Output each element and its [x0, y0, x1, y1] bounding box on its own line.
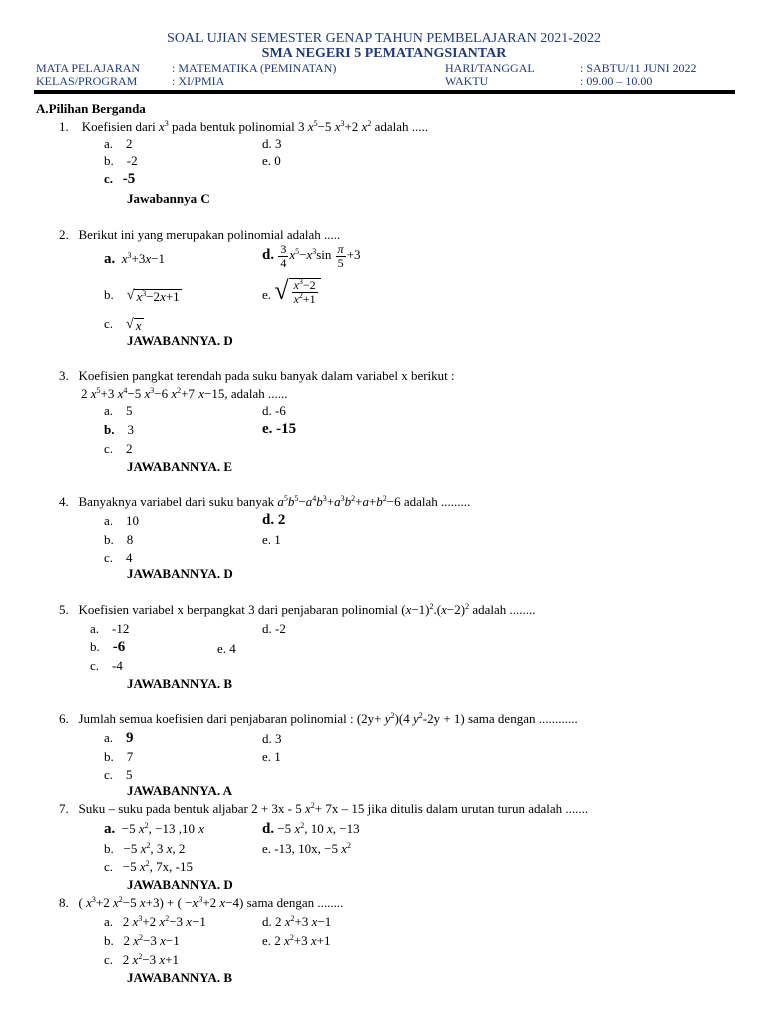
q8-option-e: e. 2 $x^2+3$ x+1: [262, 933, 331, 948]
q4-option-b: b. 8: [104, 532, 134, 547]
q7-option-c: c. −5 $x^2$, 7x, -15: [104, 859, 193, 874]
q2-option-a: a. $x^3+3x-1$: [104, 251, 165, 267]
q5-option-e: e. 4: [217, 641, 236, 656]
q3-option-d: d. -6: [262, 403, 286, 418]
question-2: 2. Berikut ini yang merupakan polinomial adalah .....: [59, 227, 341, 242]
q3-option-a: a. 5: [104, 403, 133, 418]
q7-option-d: d. −5 $x^2$, 10 x, −13: [262, 821, 360, 837]
q7-answer: JAWABANNYA. D: [127, 877, 233, 892]
day-date-label: HARI/TANGGAL: [445, 61, 535, 75]
q2-answer: JAWABANNYA. D: [127, 333, 233, 348]
exam-title: SOAL UJIAN SEMESTER GENAP TAHUN PEMBELAJARAN 2021-2022: [167, 31, 601, 46]
subject-label: MATA PELAJARAN: [36, 61, 141, 75]
q4-option-c: c. 4: [104, 550, 133, 565]
question-number: 1.: [59, 119, 69, 134]
question-4: 4. Banyaknya variabel dari suku banyak $a^5b^5-a^4b^3+a^3b^2+a+b^2-6$ adalah .........: [59, 494, 471, 509]
time-label: WAKTU: [445, 74, 489, 88]
time-value: : 09.00 – 10.00: [580, 74, 653, 88]
q1-option-e: e. 0: [262, 153, 281, 168]
q4-option-d: d. 2: [262, 512, 286, 528]
q7-option-e: e. -13, 10x, −5 $x^2$: [262, 841, 351, 856]
q1-answer: Jawabannya C: [127, 191, 210, 206]
q3-option-b: b. 3: [104, 422, 134, 437]
header-divider: [34, 90, 735, 94]
question-5: 5. Koefisien variabel x berpangkat 3 dari penjabaran polinomial $(x-1)^2.(x-2)^2$ adalah ........: [59, 602, 536, 617]
q6-answer: JAWABANNYA. A: [127, 783, 232, 798]
q4-option-a: a. 10: [104, 513, 140, 528]
q8-option-a: a. 2 $x^3+2$ $x^2-3$ x−1: [104, 914, 206, 929]
q1-option-c: c. -5: [104, 171, 136, 187]
q5-option-d: d. -2: [262, 621, 286, 636]
q6-option-c: c. 5: [104, 767, 133, 782]
question-8: 8. ( $x^3+2$ $x^2-5$ x+3) + ( $-x^3+2$ x−4) sama dengan ........: [59, 895, 344, 910]
q3-option-c: c. 2: [104, 441, 133, 456]
q6-option-a: a. 9: [104, 730, 134, 746]
q8-answer: JAWABANNYA. B: [127, 970, 232, 985]
q1-option-b: b. -2: [104, 153, 138, 168]
q8-option-d: d. 2 $x^2+3$ x−1: [262, 914, 332, 929]
class-value: : XI/PMIA: [172, 74, 225, 88]
q3-option-e: e. -15: [262, 421, 297, 437]
q2-option-e: e. √ $\frac{x^3-2}{x^2+1}$: [262, 278, 321, 305]
q2-option-d: d. $\frac{3}{4}$ $x^5-x^3\sin$ $\frac{\pi}{5}$ +3: [262, 242, 361, 270]
q5-answer: JAWABANNYA. B: [127, 676, 232, 691]
question-1: 1. Koefisien dari $x^3$ pada bentuk polinomial 3 $x^5-5$ $x^3+2$ $x^2$ adalah .....: [59, 119, 429, 134]
q7-option-a: a. −5 $x^2$, −13 ,10 x: [104, 821, 204, 837]
q8-option-c: c. 2 $x^2-3$ x+1: [104, 952, 180, 967]
school-name: SMA NEGERI 5 PEMATANGSIANTAR: [261, 46, 507, 61]
q5-option-b: b. -6: [90, 639, 126, 655]
q6-option-b: b. 7: [104, 749, 134, 764]
question-6: 6. Jumlah semua koefisien dari penjabaran polinomial : $(2y+ y^2)(4$ $y^2-2y + 1$) sama dengan ............: [59, 711, 578, 726]
q2-option-c: c. √ x: [104, 316, 142, 333]
question-3: 3. Koefisien pangkat terendah pada suku banyak dalam variabel x berikut :: [59, 368, 455, 383]
class-label: KELAS/PROGRAM: [36, 74, 138, 88]
subject-value: : MATEMATIKA (PEMINATAN): [172, 61, 337, 75]
question-3-polynomial: 2 $x^5+3$ $x^4-5$ $x^3-6$ $x^2+7$ x−15, adalah ......: [81, 386, 288, 401]
q6-option-d: d. 3: [262, 731, 282, 746]
section-title: A.Pilihan Berganda: [36, 101, 146, 116]
q4-option-e: e. 1: [262, 532, 281, 547]
q1-option-a: a. 2: [104, 136, 133, 151]
q4-answer: JAWABANNYA. D: [127, 566, 233, 581]
q6-option-e: e. 1: [262, 749, 281, 764]
q5-option-a: a. -12: [90, 621, 130, 636]
q1-option-d: d. 3: [262, 136, 282, 151]
question-text: Koefisien dari: [81, 119, 156, 134]
day-date-value: : SABTU/11 JUNI 2022: [580, 61, 697, 75]
q5-option-c: c. -4: [90, 658, 123, 673]
question-text-end: adalah .....: [374, 119, 429, 134]
q8-option-b: b. 2 $x^2-3$ x−1: [104, 933, 180, 948]
q7-option-b: b. −5 $x^2$, 3 x, 2: [104, 841, 186, 856]
q3-answer: JAWABANNYA. E: [127, 459, 232, 474]
q2-option-b: b. √ $x^3-2x+1$: [104, 287, 180, 304]
question-7: 7. Suku – suku pada bentuk aljabar 2 + 3x - 5 $x^2+ 7x - 15$ jika ditulis dalam urutan turun adalah .......: [59, 801, 589, 816]
